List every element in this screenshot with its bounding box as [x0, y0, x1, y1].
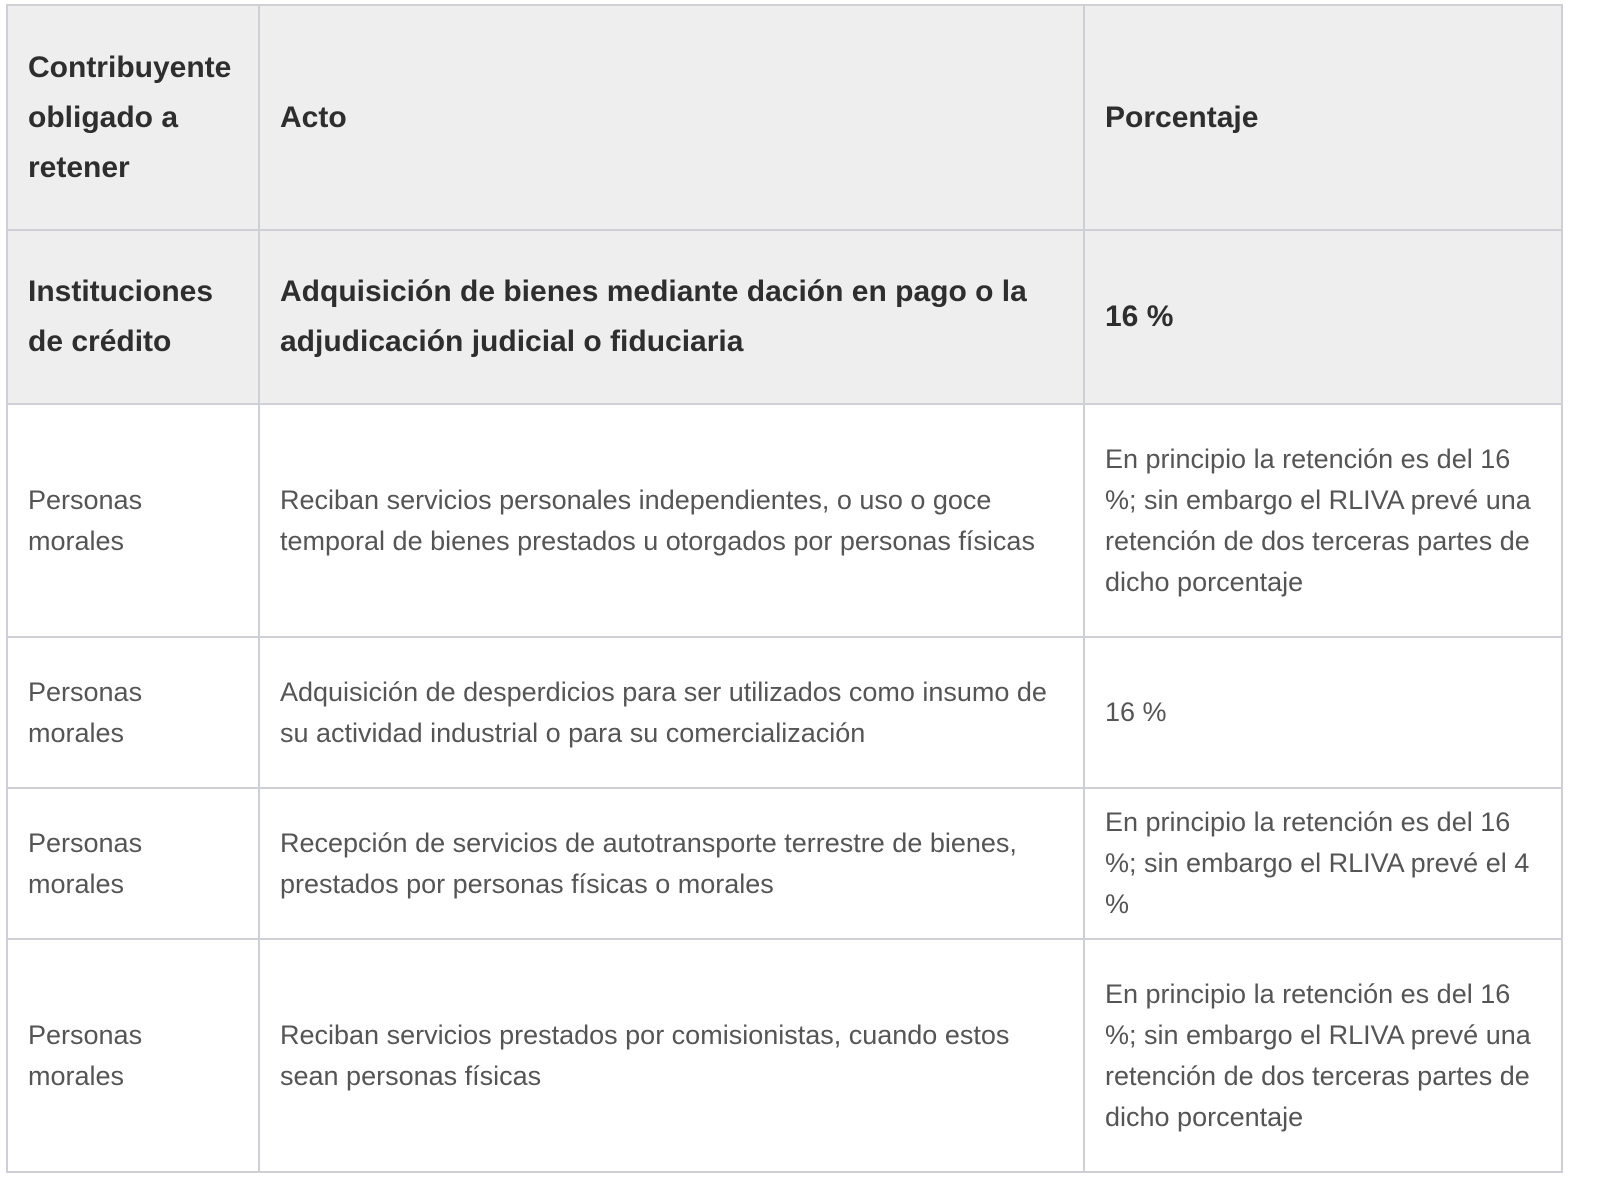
table-row: [7, 939, 1562, 1172]
cell-porcentaje: En principio la retención es del 16 %; sin embargo el RLIVA prevé el 4 %: [1084, 788, 1562, 939]
cell-contribuyente: Personas morales: [7, 788, 259, 939]
cell-porcentaje: En principio la retención es del 16 %; sin embargo el RLIVA prevé una retención de dos terceras partes de dicho porcentaje: [1084, 939, 1562, 1172]
table-row: [7, 637, 1562, 788]
cell-contribuyente: Instituciones de crédito: [7, 230, 259, 404]
cell-porcentaje: 16 %: [1084, 230, 1562, 404]
header-acto: Acto: [259, 5, 1084, 230]
table-row: [7, 788, 1562, 939]
cell-acto: Recepción de servicios de autotransporte terrestre de bienes, prestados por personas físicas o morales: [259, 788, 1084, 939]
table-header-row: [7, 5, 1562, 230]
retention-table: [6, 4, 1563, 1173]
table-row: [7, 404, 1562, 637]
cell-acto: Adquisición de bienes mediante dación en pago o la adjudicación judicial o fiduciaria: [259, 230, 1084, 404]
cell-acto: Reciban servicios personales independientes, o uso o goce temporal de bienes prestados u otorgados por personas físicas: [259, 404, 1084, 637]
cell-acto: Reciban servicios prestados por comisionistas, cuando estos sean personas físicas: [259, 939, 1084, 1172]
header-porcentaje: Porcentaje: [1084, 5, 1562, 230]
header-contribuyente: Contribuyente obligado a retener: [7, 5, 259, 230]
cell-porcentaje: 16 %: [1084, 637, 1562, 788]
cell-contribuyente: Personas morales: [7, 637, 259, 788]
table-row: [7, 230, 1562, 404]
cell-contribuyente: Personas morales: [7, 404, 259, 637]
cell-acto: Adquisición de desperdicios para ser utilizados como insumo de su actividad industrial o para su comercialización: [259, 637, 1084, 788]
cell-porcentaje: En principio la retención es del 16 %; sin embargo el RLIVA prevé una retención de dos terceras partes de dicho porcentaje: [1084, 404, 1562, 637]
cell-contribuyente: Personas morales: [7, 939, 259, 1172]
